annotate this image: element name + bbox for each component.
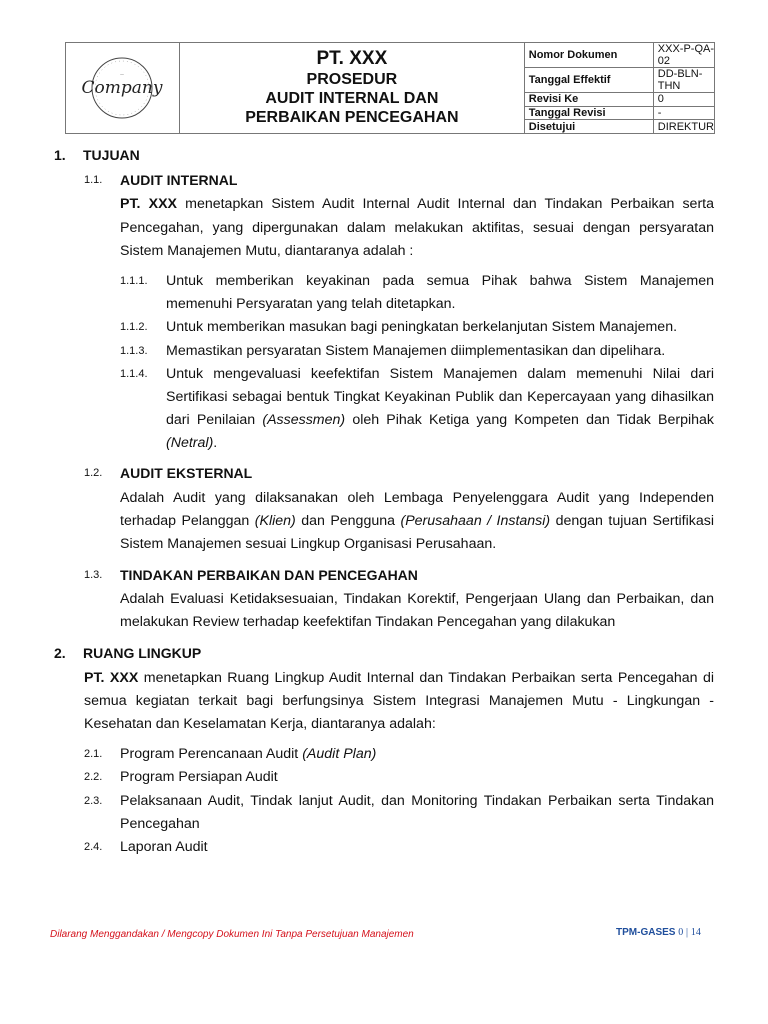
list-item-line [166,434,217,452]
subsection-heading: AUDIT EKSTERNAL [120,465,253,481]
page-number: 0 [678,927,684,938]
document-header-table [65,42,715,134]
meta-label: Nomor Dokumen [525,43,654,67]
meta-row [525,68,714,93]
list-item-line: Sertifikasi sebagai bentuk Tingkat Keyakinan Publik dan Kepercayaan yang dihasilkan [166,389,714,405]
text-span: terhadap Pelanggan [120,513,250,529]
text-span: dengan tujuan Sertifikasi [555,513,714,529]
italic-term: (Klien) [254,513,296,529]
text-span: oleh Pihak Ketiga yang Kompeten dan Tidak Berpihak [352,412,714,428]
list-item-line: Pelaksanaan Audit, Tindak lanjut Audit, dan Monitoring Tindakan Perbaikan serta Tindakan [120,793,714,809]
list-item-line: Untuk memberikan masukan bagi peningkatan berkelanjutan Sistem Manajemen. [166,319,678,335]
meta-row [525,93,714,107]
title-line-3: PERBAIKAN PENCEGAHAN [245,109,459,126]
meta-value: 0 [657,93,664,106]
list-item-line: Pencegahan [120,816,200,832]
text-span: dan Pengguna [301,513,396,529]
meta-value: XXX-P-QA-02 [657,43,714,67]
paragraph-line [120,512,714,530]
subsection-heading: TINDAKAN PERBAIKAN DAN PENCEGAHAN [120,567,418,583]
document-code: TPM-GASES [616,927,676,938]
page-total: 14 [690,927,701,938]
italic-term: (Netral) [166,435,214,451]
item-number: 1.1.2. [120,321,148,333]
section-heading: RUANG LINGKUP [83,645,202,661]
document-title-block [180,43,525,133]
italic-term: (Perusahaan / Instansi) [400,513,551,529]
italic-term: (Audit Plan) [302,746,377,762]
meta-label: Tanggal Effektif [525,68,654,92]
list-item-line: Untuk mengevaluasi keefektifan Sistem Manajemen dalam memenuhi Nilai dari [166,366,714,382]
paragraph-line: Adalah Evaluasi Ketidaksesuaian, Tindakan Korektif, Pengerjaan Ulang dan Perbaikan, dan [120,591,714,607]
paragraph-line [120,195,714,213]
svg-text:Company: Company [81,78,163,98]
paragraph-line: melakukan Review terhadap keefektifan Tindakan Pencegahan yang dilakukan [120,614,616,630]
meta-row [525,107,714,121]
item-number: 1.1.4. [120,368,148,380]
svg-text:—: — [120,72,124,77]
company-logo-icon [66,43,179,133]
text-span: Program Perencanaan Audit [120,746,299,762]
list-item-line: memenuhi Persyaratan yang telah ditetapkan. [166,296,456,312]
meta-value: DD-BLN-THN [657,68,703,92]
text-span: menetapkan Sistem Audit Internal Audit Internal dan Tindakan Perbaikan serta [185,196,714,212]
item-number: 2.2. [84,771,103,783]
meta-value: - [657,107,662,119]
paragraph-line: Sistem Manajemen Mutu, diantaranya adalah : [120,243,414,259]
paragraph-line: semua kegiatan terkait bagi berfungsinya Sistem Integrasi Manajemen Mutu - Lingkungan - [84,693,714,709]
paragraph-line [84,669,714,687]
document-meta-table [525,43,714,133]
meta-label: Tanggal Revisi [525,107,654,120]
list-item-line [120,745,376,763]
item-number: 1.1.1. [120,275,148,287]
paragraph-line: Pencegahan, yang dipergunakan dalam melakukan aktifitas, sesuai dengan persyaratan [120,220,714,236]
meta-value: DIREKTUR [657,120,714,133]
footer-page-info [616,927,701,938]
paragraph-line: Kesehatan dan Keselamatan Kerja, diantaranya adalah: [84,716,436,732]
section-number: 1. [54,147,66,163]
paragraph-line: Sistem Manajemen sesuai Lingkup Organisasi Perusahaan. [120,536,497,552]
company-ref: PT. XXX [84,670,139,686]
footer-notice: Dilarang Menggandakan / Mengcopy Dokumen Ini Tanpa Persetujuan Manajemen [50,929,414,940]
item-number: 2.4. [84,841,103,853]
company-ref: PT. XXX [120,196,177,212]
subsection-heading: AUDIT INTERNAL [120,172,238,188]
subsection-number: 1.3. [84,569,103,581]
section-heading: TUJUAN [83,147,140,163]
text-span: . [213,435,218,451]
item-number: 2.3. [84,795,103,807]
list-item-line: Program Persiapan Audit [120,769,278,785]
title-line-2: AUDIT INTERNAL DAN [265,90,439,107]
subsection-number: 1.1. [84,174,103,186]
meta-row [525,120,714,133]
page-separator: | [686,927,689,938]
company-name: PT. XXX [316,48,388,69]
text-span: menetapkan Ruang Lingkup Audit Internal dan Tindakan Perbaikan serta Pencegahan di [143,670,714,686]
list-item-line: Memastikan persyaratan Sistem Manajemen diimplementasikan dan dipelihara. [166,343,666,359]
list-item-line: Untuk memberikan keyakinan pada semua Pihak bahwa Sistem Manajemen [166,273,714,289]
item-number: 1.1.3. [120,345,148,357]
item-number: 2.1. [84,748,103,760]
company-logo [66,43,180,133]
italic-term: (Assessmen) [262,412,346,428]
subsection-number: 1.2. [84,467,103,479]
meta-row [525,43,714,68]
text-span: dari Penilaian [166,412,256,428]
title-line-1: PROSEDUR [306,71,398,88]
meta-label: Revisi Ke [525,93,654,106]
list-item-line: Laporan Audit [120,839,208,855]
paragraph-line: Adalah Audit yang dilaksanakan oleh Lembaga Penyelenggara Audit yang Independen [120,490,714,506]
list-item-line [166,411,714,429]
section-number: 2. [54,645,66,661]
meta-label: Disetujui [525,120,654,133]
